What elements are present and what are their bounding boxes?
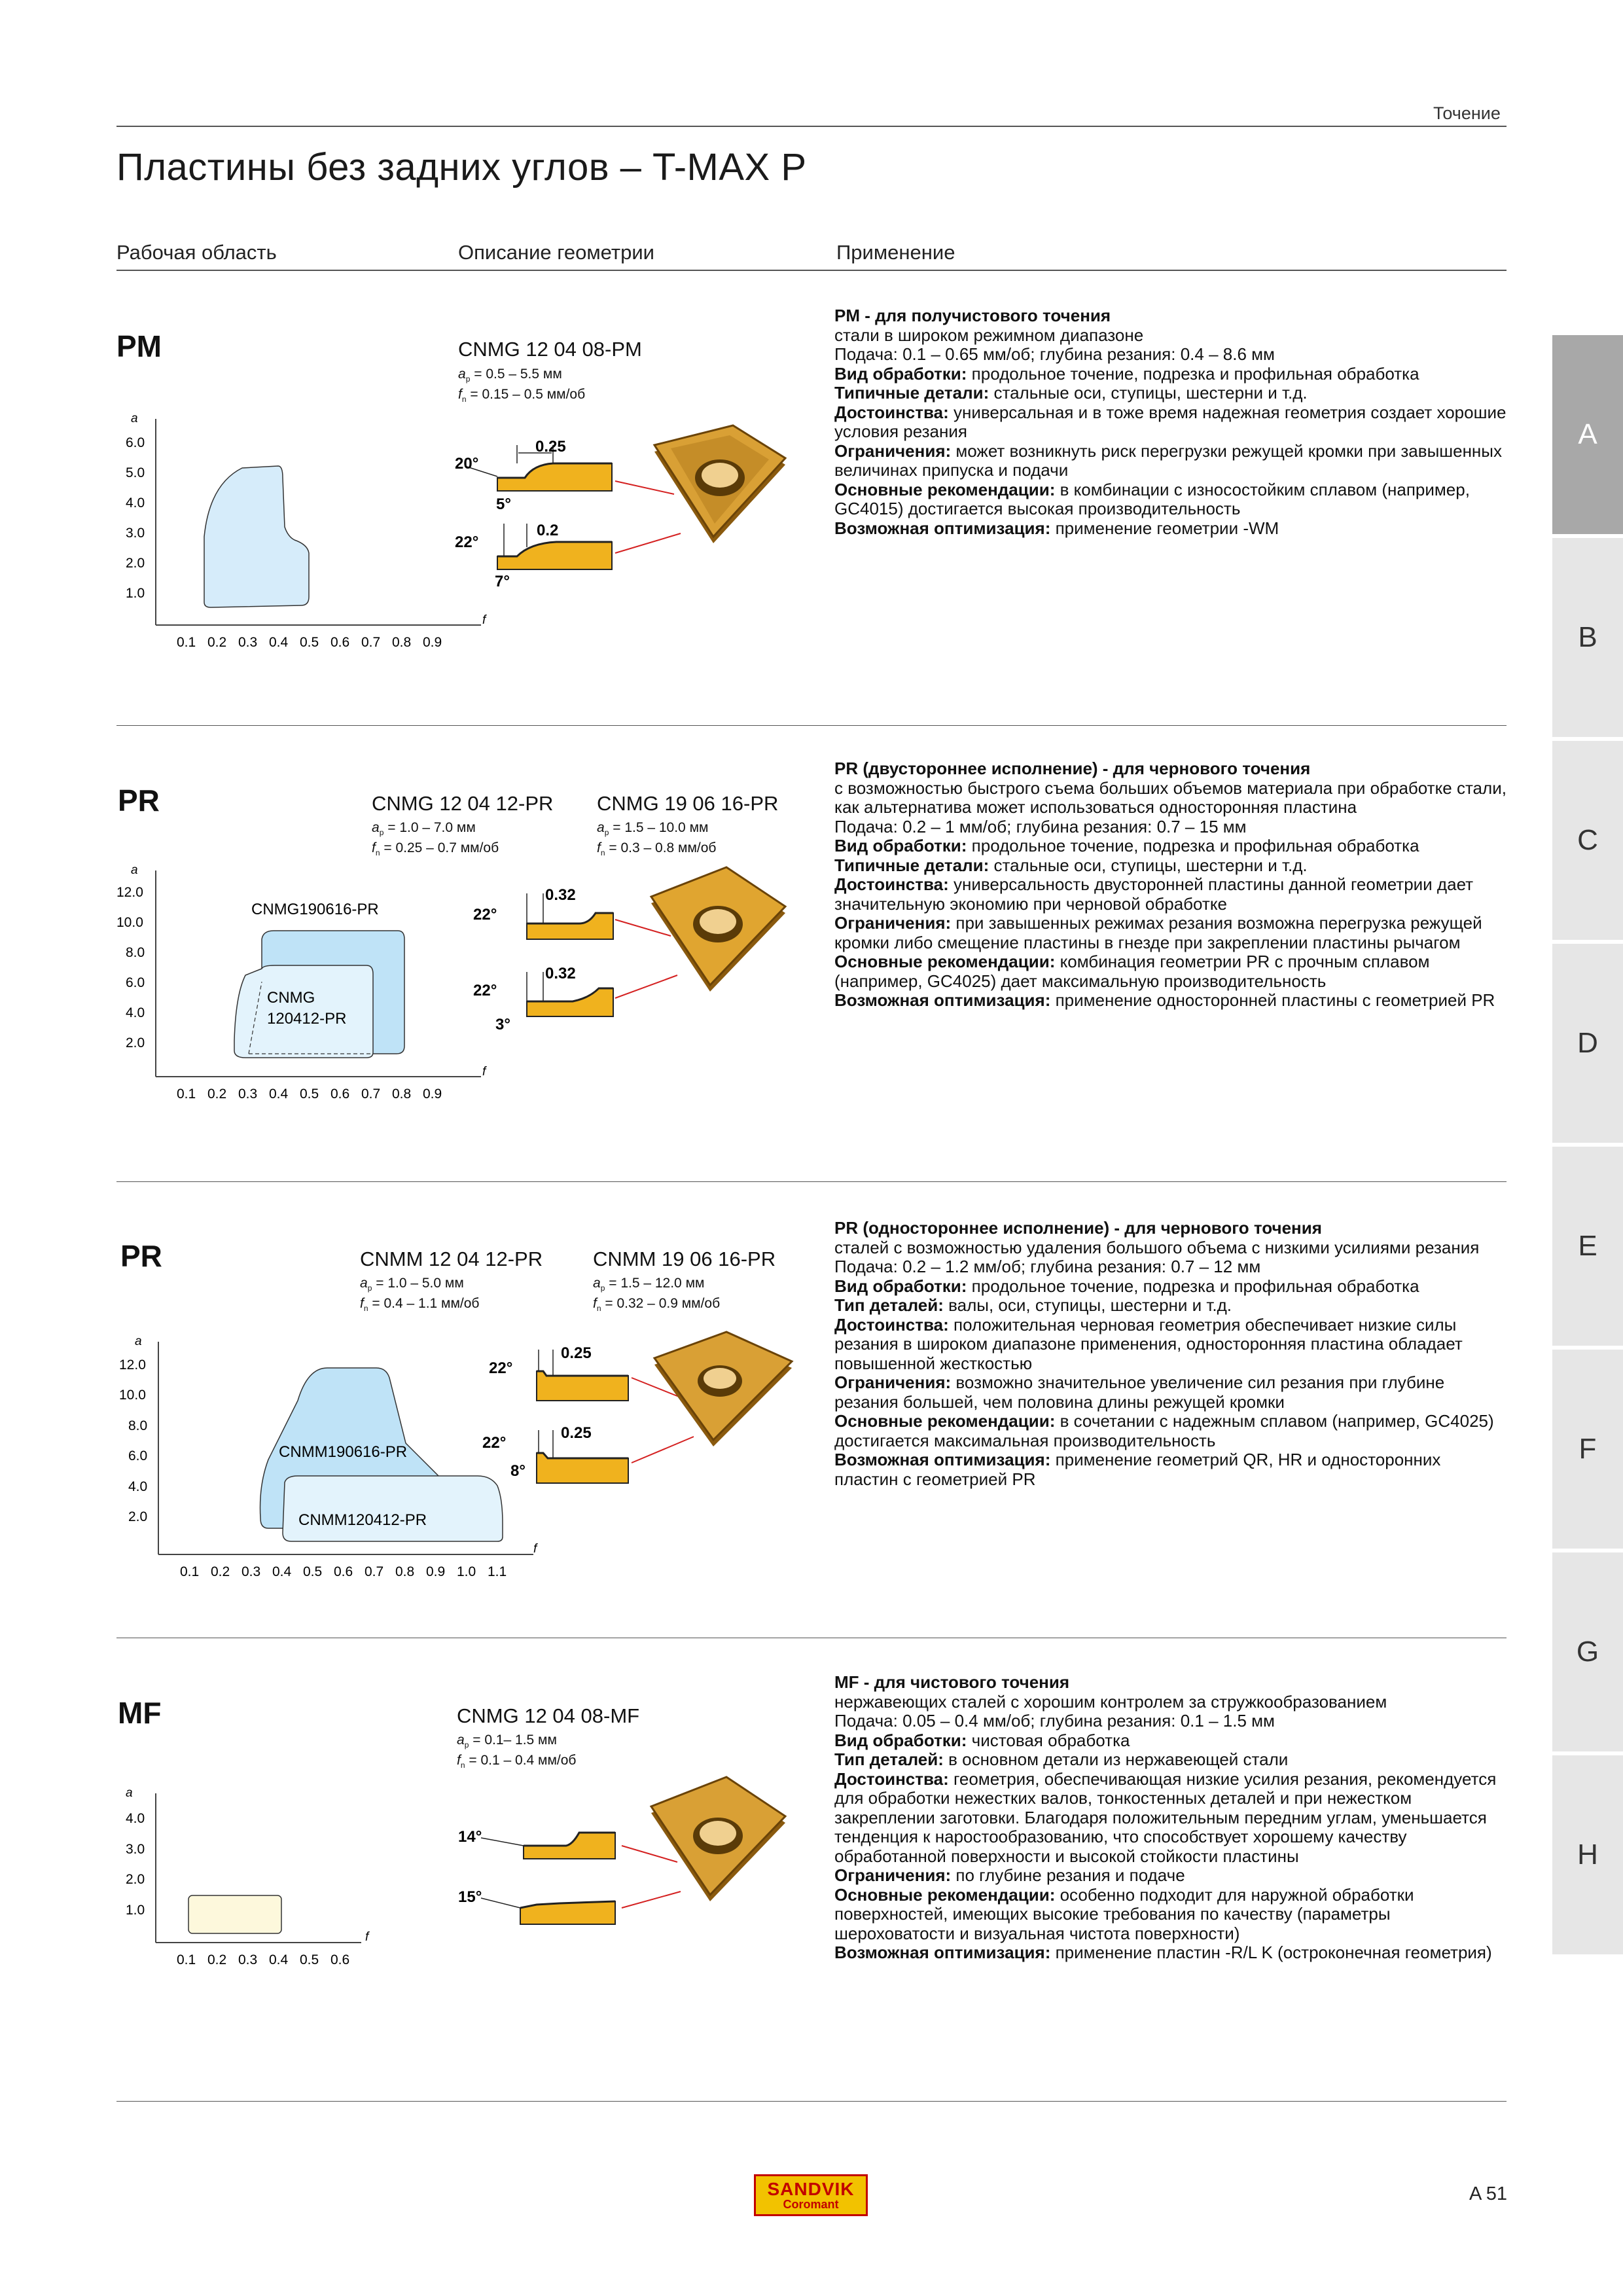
svg-text:0.6: 0.6 bbox=[334, 1564, 353, 1579]
svg-text:7°: 7° bbox=[495, 573, 510, 589]
insert-image bbox=[605, 1761, 802, 1911]
svg-text:0.4: 0.4 bbox=[269, 1952, 289, 1967]
insert-name: CNMM 19 06 16-PR bbox=[593, 1247, 776, 1270]
edge-profile-diagram bbox=[481, 1335, 651, 1492]
svg-text:0.32: 0.32 bbox=[545, 965, 576, 982]
page-title: Пластины без задних углов – T-MAX P bbox=[116, 146, 807, 188]
svg-text:0.5: 0.5 bbox=[300, 1952, 319, 1967]
region-label: CNMG bbox=[267, 989, 315, 1007]
insert-fn: $f_n = 0.15 - 0.5$ мм/об bbox=[458, 387, 586, 404]
tab-a[interactable]: A bbox=[1552, 335, 1623, 534]
svg-text:8.0: 8.0 bbox=[128, 1418, 148, 1433]
y-axis-label: a bbox=[131, 412, 138, 425]
col-header-application: Применение bbox=[836, 241, 955, 264]
col-header-work-area: Рабочая область bbox=[116, 241, 277, 264]
section-divider bbox=[116, 1181, 1507, 1182]
section-code: PR bbox=[120, 1239, 162, 1273]
svg-text:1.1: 1.1 bbox=[488, 1564, 507, 1579]
x-tick-label: 0.1 bbox=[177, 635, 196, 650]
section-code: MF bbox=[118, 1696, 162, 1730]
header-rule bbox=[116, 126, 1507, 127]
profile-2 bbox=[458, 1888, 615, 1924]
svg-text:0.7: 0.7 bbox=[365, 1564, 384, 1579]
insert-name: CNMG 12 04 08-PM bbox=[458, 338, 642, 361]
x-tick-label: 0.3 bbox=[238, 635, 258, 650]
svg-text:22°: 22° bbox=[473, 906, 497, 924]
insert-fn: $f_n = 0.32 - 0.9$ мм/об bbox=[593, 1296, 721, 1314]
profile-1 bbox=[473, 886, 613, 939]
svg-text:0.5: 0.5 bbox=[300, 1086, 319, 1102]
section-divider bbox=[116, 2101, 1507, 2102]
y-tick-label: 2.0 bbox=[126, 556, 145, 571]
application-text-pm: PM - для получистового точения стали в широком режимном диапазоне Подача: 0.1 – 0.65 мм/об; глубина резания: 0.4 – 8.6 мм Вид обработки: продольное точение, подрезка и профильная обработка Типичные детали: стальные оси, ступицы, шестерни и т.д. Достоинства: универсальная и в тоже время надежная геометрия создает хорошие условия резания Ограничения: может возникнуть риск перегрузки режущей кромки при завышенных величинах припуска и подачи Основные рекомендации: в комбинации с износостойким сплавом (например, GC4015) достигается высокая производительность Возможная оптимизация: применение геометрии -WM bbox=[834, 306, 1507, 538]
svg-text:22°: 22° bbox=[482, 1434, 507, 1452]
insert-ap: $a_p = 0.1-$ 1.5 мм bbox=[457, 1732, 557, 1750]
insert-ap: $a_p = 1.0 - 7.0$ мм bbox=[372, 820, 476, 838]
svg-text:0.3: 0.3 bbox=[241, 1564, 261, 1579]
x-tick-label: 0.2 bbox=[207, 635, 227, 650]
svg-text:22°: 22° bbox=[473, 982, 497, 999]
svg-text:12.0: 12.0 bbox=[119, 1357, 146, 1372]
edge-profile-diagram bbox=[455, 1793, 625, 1937]
profile-1 bbox=[458, 1828, 615, 1859]
region-label: CNMM190616-PR bbox=[279, 1443, 408, 1461]
region-label: CNMM120412-PR bbox=[298, 1511, 427, 1529]
y-tick-label: 3.0 bbox=[126, 526, 145, 541]
x-tick-label: 0.7 bbox=[361, 635, 381, 650]
region-mf bbox=[188, 1895, 281, 1933]
svg-text:3.0: 3.0 bbox=[126, 1842, 145, 1857]
x-tick-label: 0.6 bbox=[330, 635, 350, 650]
insert-ap: $a_p = 0.5 - 5.5$ мм bbox=[458, 367, 562, 384]
profile-2 bbox=[473, 965, 613, 1033]
svg-text:0.8: 0.8 bbox=[395, 1564, 415, 1579]
insert-ap: $a_p = 1.0 - 5.0$ мм bbox=[360, 1276, 464, 1293]
tab-d[interactable]: D bbox=[1552, 944, 1623, 1143]
svg-text:12.0: 12.0 bbox=[116, 885, 143, 900]
svg-text:a: a bbox=[135, 1335, 142, 1348]
svg-text:0.5: 0.5 bbox=[303, 1564, 323, 1579]
svg-text:0.2: 0.2 bbox=[537, 522, 559, 539]
y-tick-label: 5.0 bbox=[126, 465, 145, 480]
insert-name: CNMM 12 04 12-PR bbox=[360, 1247, 543, 1270]
svg-text:5°: 5° bbox=[496, 495, 511, 513]
svg-text:3°: 3° bbox=[495, 1016, 510, 1033]
y-tick-label: 1.0 bbox=[126, 586, 145, 601]
application-text-pr-double: PR (двустороннее исполнение) - для чернового точения с возможностью быстрого съема больших объемов материала при обработке стали, как альтернатива может использоваться односторонняя пластина Подача: 0.2 – 1 мм/об; глубина резания: 0.7 – 15 мм Вид обработки: продольное точение, подрезка и профильная обработка Типичные детали: стальные оси, ступицы, шестерни и т.д. Достоинства: универсальность двусторонней пластины данной геометрии дает значительную экономию при черновой обработке Ограничения: при завышенных режимах резания возможна перегрузка режущей кромки либо смещение пластины в гнезде при закреплении пластины рычагом Основные рекомендации: комбинация геометрии PR с прочным сплавом (например, GC4025) дает максимальную производительность Возможная оптимизация: применение односторонней пластины с геометрией PR bbox=[834, 759, 1507, 1010]
insert-image bbox=[605, 851, 802, 1008]
y-tick-label: 6.0 bbox=[126, 435, 145, 450]
svg-text:0.3: 0.3 bbox=[238, 1086, 258, 1102]
application-text-mf: MF - для чистового точения нержавеющих сталей с хорошим контролем за стружкообразованием Подача: 0.05 – 0.4 мм/об; глубина резания: 0.1 – 1.5 мм Вид обработки: чистовая обработка Тип деталей: в основном детали из нержавеющей стали Достоинства: геометрия, обеспечивающая низкие усилия резания, рекомендуется для обработки нежестких валов, тонкостенных деталей и при нежестком закреплении заготовки. Благодаря положительным передним углам, уменьшается тенденция к наростообразованию, что способствует хорошему качеству обработанной поверхности и высокой стойкости пластины Ограничения: по глубине резания и подаче Основные рекомендации: особенно подходит для наружной обработки поверхностей, имеющих высокие требования по качеству (параметры шероховатости и визуальная чистота поверхности) Возможная оптимизация: применение пластин -R/L K (остроконечная геометрия) bbox=[834, 1672, 1497, 1962]
x-tick-label: 0.5 bbox=[300, 635, 319, 650]
svg-text:1.0: 1.0 bbox=[126, 1903, 145, 1918]
column-header-rule bbox=[116, 270, 1507, 271]
svg-text:22°: 22° bbox=[489, 1359, 513, 1377]
svg-text:f: f bbox=[482, 1065, 486, 1079]
svg-text:0.4: 0.4 bbox=[269, 1086, 289, 1102]
work-area-chart bbox=[111, 406, 504, 661]
svg-text:0.25: 0.25 bbox=[535, 438, 566, 456]
work-area-chart bbox=[111, 1780, 386, 1977]
section-code: PM bbox=[116, 329, 162, 363]
section-label: Точение bbox=[1433, 103, 1501, 123]
svg-text:22°: 22° bbox=[455, 533, 479, 551]
region-cnmm120412 bbox=[283, 1476, 503, 1541]
profile-1 bbox=[455, 438, 612, 513]
svg-text:8.0: 8.0 bbox=[126, 945, 145, 960]
page-number: A 51 bbox=[1469, 2183, 1508, 2204]
svg-text:2.0: 2.0 bbox=[128, 1509, 148, 1524]
chapter-tabs bbox=[1552, 335, 1623, 1958]
insert-fn: $f_n = 0.3 - 0.8$ мм/об bbox=[597, 840, 717, 858]
insert-name: CNMG 12 04 12-PR bbox=[372, 792, 554, 815]
insert-name: CNMG 19 06 16-PR bbox=[597, 792, 779, 815]
profile-2 bbox=[482, 1424, 628, 1483]
svg-text:0.1: 0.1 bbox=[180, 1564, 200, 1579]
svg-text:14°: 14° bbox=[458, 1828, 482, 1846]
profile-2 bbox=[455, 522, 612, 589]
tab-e[interactable]: E bbox=[1552, 1147, 1623, 1346]
x-tick-label: 0.9 bbox=[423, 635, 442, 650]
svg-text:6.0: 6.0 bbox=[126, 975, 145, 990]
svg-text:2.0: 2.0 bbox=[126, 1872, 145, 1887]
application-text-pr-single: PR (одностороннее исполнение) - для чернового точения сталей с возможностью удаления большого объема с низкими усилиями резания Подача: 0.2 – 1.2 мм/об; глубина резания: 0.7 – 12 мм Вид обработки: продольное точение, подрезка и профильная обработка Тип деталей: валы, оси, ступицы, шестерни и т.д. Достоинства: положительная черновая геометрия обеспечивает низкие силы резания в широком диапазоне применения, односторонняя пластина обладает повышенной жесткостью Ограничения: возможно значительное увеличение сил резания при глубине резания большей, чем половина длины режущей кромки Основные рекомендации: в сочетании с надежным сплавом (например, GC4025) достигается максимальная производительность Возможная оптимизация: применение геометрий QR, HR и односторонних пластин с геометрией PR bbox=[834, 1218, 1494, 1489]
svg-text:0.9: 0.9 bbox=[426, 1564, 446, 1579]
insert-image bbox=[628, 1316, 812, 1466]
svg-text:10.0: 10.0 bbox=[119, 1388, 146, 1403]
svg-text:1.0: 1.0 bbox=[457, 1564, 476, 1579]
svg-text:4.0: 4.0 bbox=[126, 1811, 145, 1826]
y-tick-label: 4.0 bbox=[126, 495, 145, 511]
svg-text:0.4: 0.4 bbox=[272, 1564, 292, 1579]
svg-text:a: a bbox=[126, 1786, 133, 1800]
insert-ap: $a_p = 1.5 - 12.0$ мм bbox=[593, 1276, 705, 1293]
svg-text:0.2: 0.2 bbox=[207, 1952, 227, 1967]
svg-text:20°: 20° bbox=[455, 455, 479, 473]
svg-text:4.0: 4.0 bbox=[128, 1479, 148, 1494]
svg-text:0.7: 0.7 bbox=[361, 1086, 381, 1102]
svg-text:0.6: 0.6 bbox=[330, 1086, 350, 1102]
insert-fn: $f_n = 0.4 - 1.1$ мм/об bbox=[360, 1296, 480, 1314]
tab-h[interactable]: H bbox=[1552, 1755, 1623, 1954]
svg-text:a: a bbox=[131, 863, 138, 877]
svg-text:0.8: 0.8 bbox=[392, 1086, 412, 1102]
svg-text:2.0: 2.0 bbox=[126, 1035, 145, 1050]
tab-f[interactable]: F bbox=[1552, 1350, 1623, 1549]
svg-text:6.0: 6.0 bbox=[128, 1448, 148, 1463]
insert-ap: $a_p = 1.5 - 10.0$ мм bbox=[597, 820, 709, 838]
svg-text:0.2: 0.2 bbox=[211, 1564, 230, 1579]
svg-text:15°: 15° bbox=[458, 1888, 482, 1906]
section-code: PR bbox=[118, 783, 160, 817]
svg-text:0.1: 0.1 bbox=[177, 1086, 196, 1102]
svg-text:f: f bbox=[533, 1542, 537, 1556]
sandvik-logo: SANDVIK Coromant bbox=[754, 2174, 868, 2216]
x-axis-label: f bbox=[482, 613, 486, 627]
region-pm bbox=[204, 466, 309, 607]
region-label: 120412-PR bbox=[267, 1010, 347, 1028]
svg-text:4.0: 4.0 bbox=[126, 1005, 145, 1020]
svg-text:0.9: 0.9 bbox=[423, 1086, 442, 1102]
x-tick-label: 0.4 bbox=[269, 635, 289, 650]
svg-text:10.0: 10.0 bbox=[116, 915, 143, 930]
svg-text:0.25: 0.25 bbox=[561, 1344, 592, 1362]
section-divider bbox=[116, 725, 1507, 726]
svg-text:0.2: 0.2 bbox=[207, 1086, 227, 1102]
svg-text:0.32: 0.32 bbox=[545, 886, 576, 904]
svg-text:8°: 8° bbox=[510, 1462, 526, 1480]
insert-fn: $f_n = 0.25 - 0.7$ мм/об bbox=[372, 840, 499, 858]
col-header-geometry: Описание геометрии bbox=[458, 241, 654, 264]
work-area-chart bbox=[111, 857, 504, 1113]
svg-text:0.25: 0.25 bbox=[561, 1424, 592, 1442]
svg-text:0.6: 0.6 bbox=[330, 1952, 350, 1967]
svg-text:0.3: 0.3 bbox=[238, 1952, 258, 1967]
insert-name: CNMG 12 04 08-MF bbox=[457, 1704, 640, 1727]
svg-text:0.1: 0.1 bbox=[177, 1952, 196, 1967]
profile-1 bbox=[489, 1344, 628, 1401]
svg-text:f: f bbox=[365, 1930, 369, 1944]
region-label: CNMG190616-PR bbox=[251, 901, 379, 918]
insert-fn: $f_n = 0.1 - 0.4$ мм/об bbox=[457, 1753, 577, 1770]
tab-c[interactable]: C bbox=[1552, 741, 1623, 940]
tab-g[interactable]: G bbox=[1552, 1552, 1623, 1751]
insert-image bbox=[602, 406, 805, 563]
x-tick-label: 0.8 bbox=[392, 635, 412, 650]
tab-b[interactable]: B bbox=[1552, 538, 1623, 737]
